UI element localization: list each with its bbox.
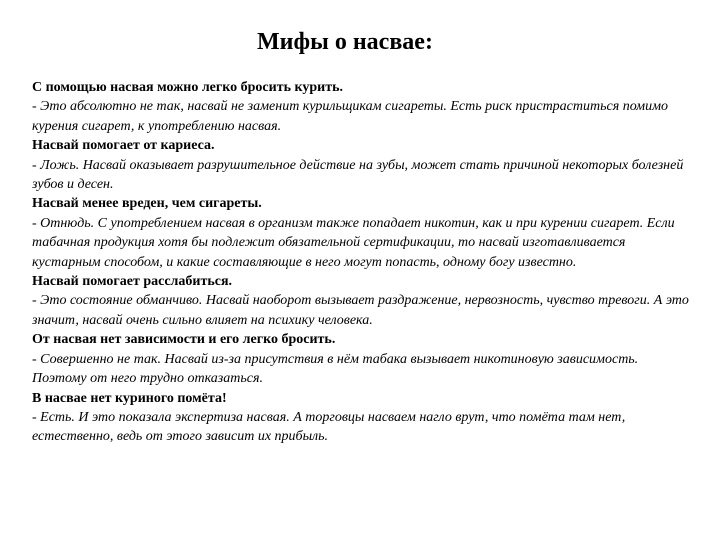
- myth-answer: - Это состояние обманчиво. Насвай наоборот вызывает раздражение, нервозность, чувство тревоги. А это значит, насвай очень сильно влияет на психику человека.: [32, 293, 689, 328]
- myth-answer: - Есть. И это показала экспертиза насвая. А торговцы насваем нагло врут, что помёта там нет, естественно, ведь от этого зависит их прибыль.: [32, 409, 626, 445]
- myth-answer: - Ложь. Насвай оказывает разрушительное действие на зубы, может стать причиной некоторых болезней зубов и десен.: [32, 157, 684, 193]
- myth-claim: От насвая нет зависимости и его легко бросить.: [32, 332, 336, 348]
- myths-list: [32, 78, 692, 447]
- slide-title: Мифы о насвае:: [257, 29, 433, 55]
- myth-answer: - Совершенно не так. Насвай из-за присутствия в нём табака вызывает никотиновую зависимость. Поэтому от него трудно отказаться.: [32, 351, 639, 387]
- myth-claim: С помощью насвая можно легко бросить курить.: [32, 80, 343, 95]
- myth-claim: Насвай помогает расслабиться.: [32, 274, 233, 290]
- myth-answer: - Это абсолютно не так, насвай не заменит курильщикам сигареты. Есть риск пристраститься помимо курения сигарет, к употреблению насвая.: [32, 99, 669, 134]
- myth-claim: Насвай менее вреден, чем сигареты.: [32, 196, 262, 212]
- myth-claim: Насвай помогает от кариеса.: [32, 138, 215, 154]
- myth-answer: - Отнюдь. С употреблением насвая в организм также попадает никотин, как и при курении сигарет. Если табачная продукция хотя бы подлежит обязательной сертификации, то насвай изготавливается кустарным способом, и какие составляющие в него могут попасть, одному богу известно.: [32, 215, 675, 270]
- myth-claim: В насвае нет куриного помёта!: [32, 390, 227, 406]
